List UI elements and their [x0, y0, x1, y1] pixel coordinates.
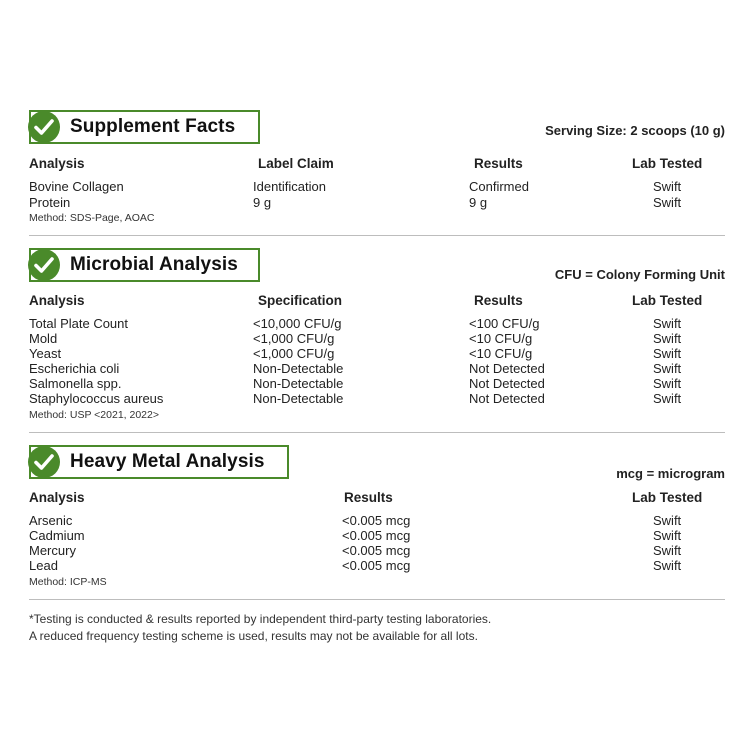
cell-analysis: Mold: [29, 331, 58, 346]
section-title: Heavy Metal Analysis: [70, 451, 265, 472]
method-note: Method: ICP-MS: [29, 576, 107, 588]
cell-lab-tested: Swift: [653, 528, 682, 543]
heavy-metal-analysis-badge: [29, 445, 289, 479]
mcg-note: mcg = microgram: [616, 466, 725, 481]
cell-analysis: Lead: [29, 558, 58, 573]
cell-lab-tested: Swift: [653, 195, 682, 210]
cell-results: <0.005 mcg: [342, 513, 411, 528]
cell-lab-tested: Swift: [653, 179, 682, 194]
cell-results: Not Detected: [469, 376, 545, 391]
cell-lab-tested: Swift: [653, 376, 682, 391]
col-header-results: Results: [474, 156, 523, 171]
cell-analysis: Staphylococcus aureus: [29, 391, 164, 406]
method-note: Method: SDS-Page, AOAC: [29, 212, 155, 224]
cell-lab-tested: Swift: [653, 346, 682, 361]
col-header-lab-tested: Lab Tested: [632, 156, 703, 171]
cell-specification: <1,000 CFU/g: [253, 331, 335, 346]
cell-results: <0.005 mcg: [342, 543, 411, 558]
cell-analysis: Escherichia coli: [29, 361, 120, 376]
cell-analysis: Mercury: [29, 543, 76, 558]
cell-specification: Non-Detectable: [253, 376, 344, 391]
col-header-specification: Specification: [258, 293, 343, 308]
section-title: Microbial Analysis: [70, 254, 238, 275]
method-note: Method: USP <2021, 2022>: [29, 409, 159, 421]
section-divider: [29, 432, 725, 433]
cell-lab-tested: Swift: [653, 513, 682, 528]
cell-results: Not Detected: [469, 391, 545, 406]
cell-analysis: Arsenic: [29, 513, 73, 528]
col-header-analysis: Analysis: [29, 293, 85, 308]
col-header-label-claim: Label Claim: [258, 156, 334, 171]
cell-lab-tested: Swift: [653, 361, 682, 376]
cell-lab-tested: Swift: [653, 331, 682, 346]
cell-lab-tested: Swift: [653, 316, 682, 331]
section-divider: [29, 235, 725, 236]
footnote-reduced-frequency: A reduced frequency testing scheme is used, results may not be available for all lots.: [29, 629, 478, 643]
cell-label-claim: 9 g: [253, 195, 272, 210]
cell-analysis: Salmonella spp.: [29, 376, 122, 391]
cell-label-claim: Identification: [253, 179, 326, 194]
cell-results: <10 CFU/g: [469, 331, 533, 346]
col-header-lab-tested: Lab Tested: [632, 490, 703, 505]
cell-specification: <10,000 CFU/g: [253, 316, 342, 331]
col-header-lab-tested: Lab Tested: [632, 293, 703, 308]
cell-results: <100 CFU/g: [469, 316, 540, 331]
section-divider: [29, 599, 725, 600]
cell-specification: Non-Detectable: [253, 361, 344, 376]
cell-analysis: Yeast: [29, 346, 62, 361]
cell-analysis: Total Plate Count: [29, 316, 129, 331]
serving-size-note: Serving Size: 2 scoops (10 g): [545, 123, 725, 138]
col-header-analysis: Analysis: [29, 156, 85, 171]
cell-specification: Non-Detectable: [253, 391, 344, 406]
cell-results: Not Detected: [469, 361, 545, 376]
cell-results: Confirmed: [469, 179, 529, 194]
cell-results: <0.005 mcg: [342, 528, 411, 543]
cfu-note: CFU = Colony Forming Unit: [554, 267, 725, 282]
microbial-analysis-badge: [29, 248, 260, 282]
cell-analysis: Cadmium: [29, 528, 85, 543]
cell-lab-tested: Swift: [653, 391, 682, 406]
cell-analysis: Bovine Collagen: [29, 179, 124, 194]
section-title: Supplement Facts: [70, 116, 236, 137]
checkmark-icon: [28, 446, 60, 478]
cell-specification: <1,000 CFU/g: [253, 346, 335, 361]
cell-analysis: Protein: [29, 195, 71, 210]
cell-lab-tested: Swift: [653, 543, 682, 558]
col-header-results: Results: [344, 490, 393, 505]
checkmark-icon: [28, 249, 60, 281]
footnote-third-party: *Testing is conducted & results reported by independent third-party testing laboratories.: [29, 612, 492, 626]
supplement-facts-badge: [29, 110, 260, 144]
col-header-analysis: Analysis: [29, 490, 85, 505]
cell-lab-tested: Swift: [653, 558, 682, 573]
cell-results: 9 g: [469, 195, 488, 210]
checkmark-icon: [28, 111, 60, 143]
cell-results: <10 CFU/g: [469, 346, 533, 361]
col-header-results: Results: [474, 293, 523, 308]
cell-results: <0.005 mcg: [342, 558, 411, 573]
